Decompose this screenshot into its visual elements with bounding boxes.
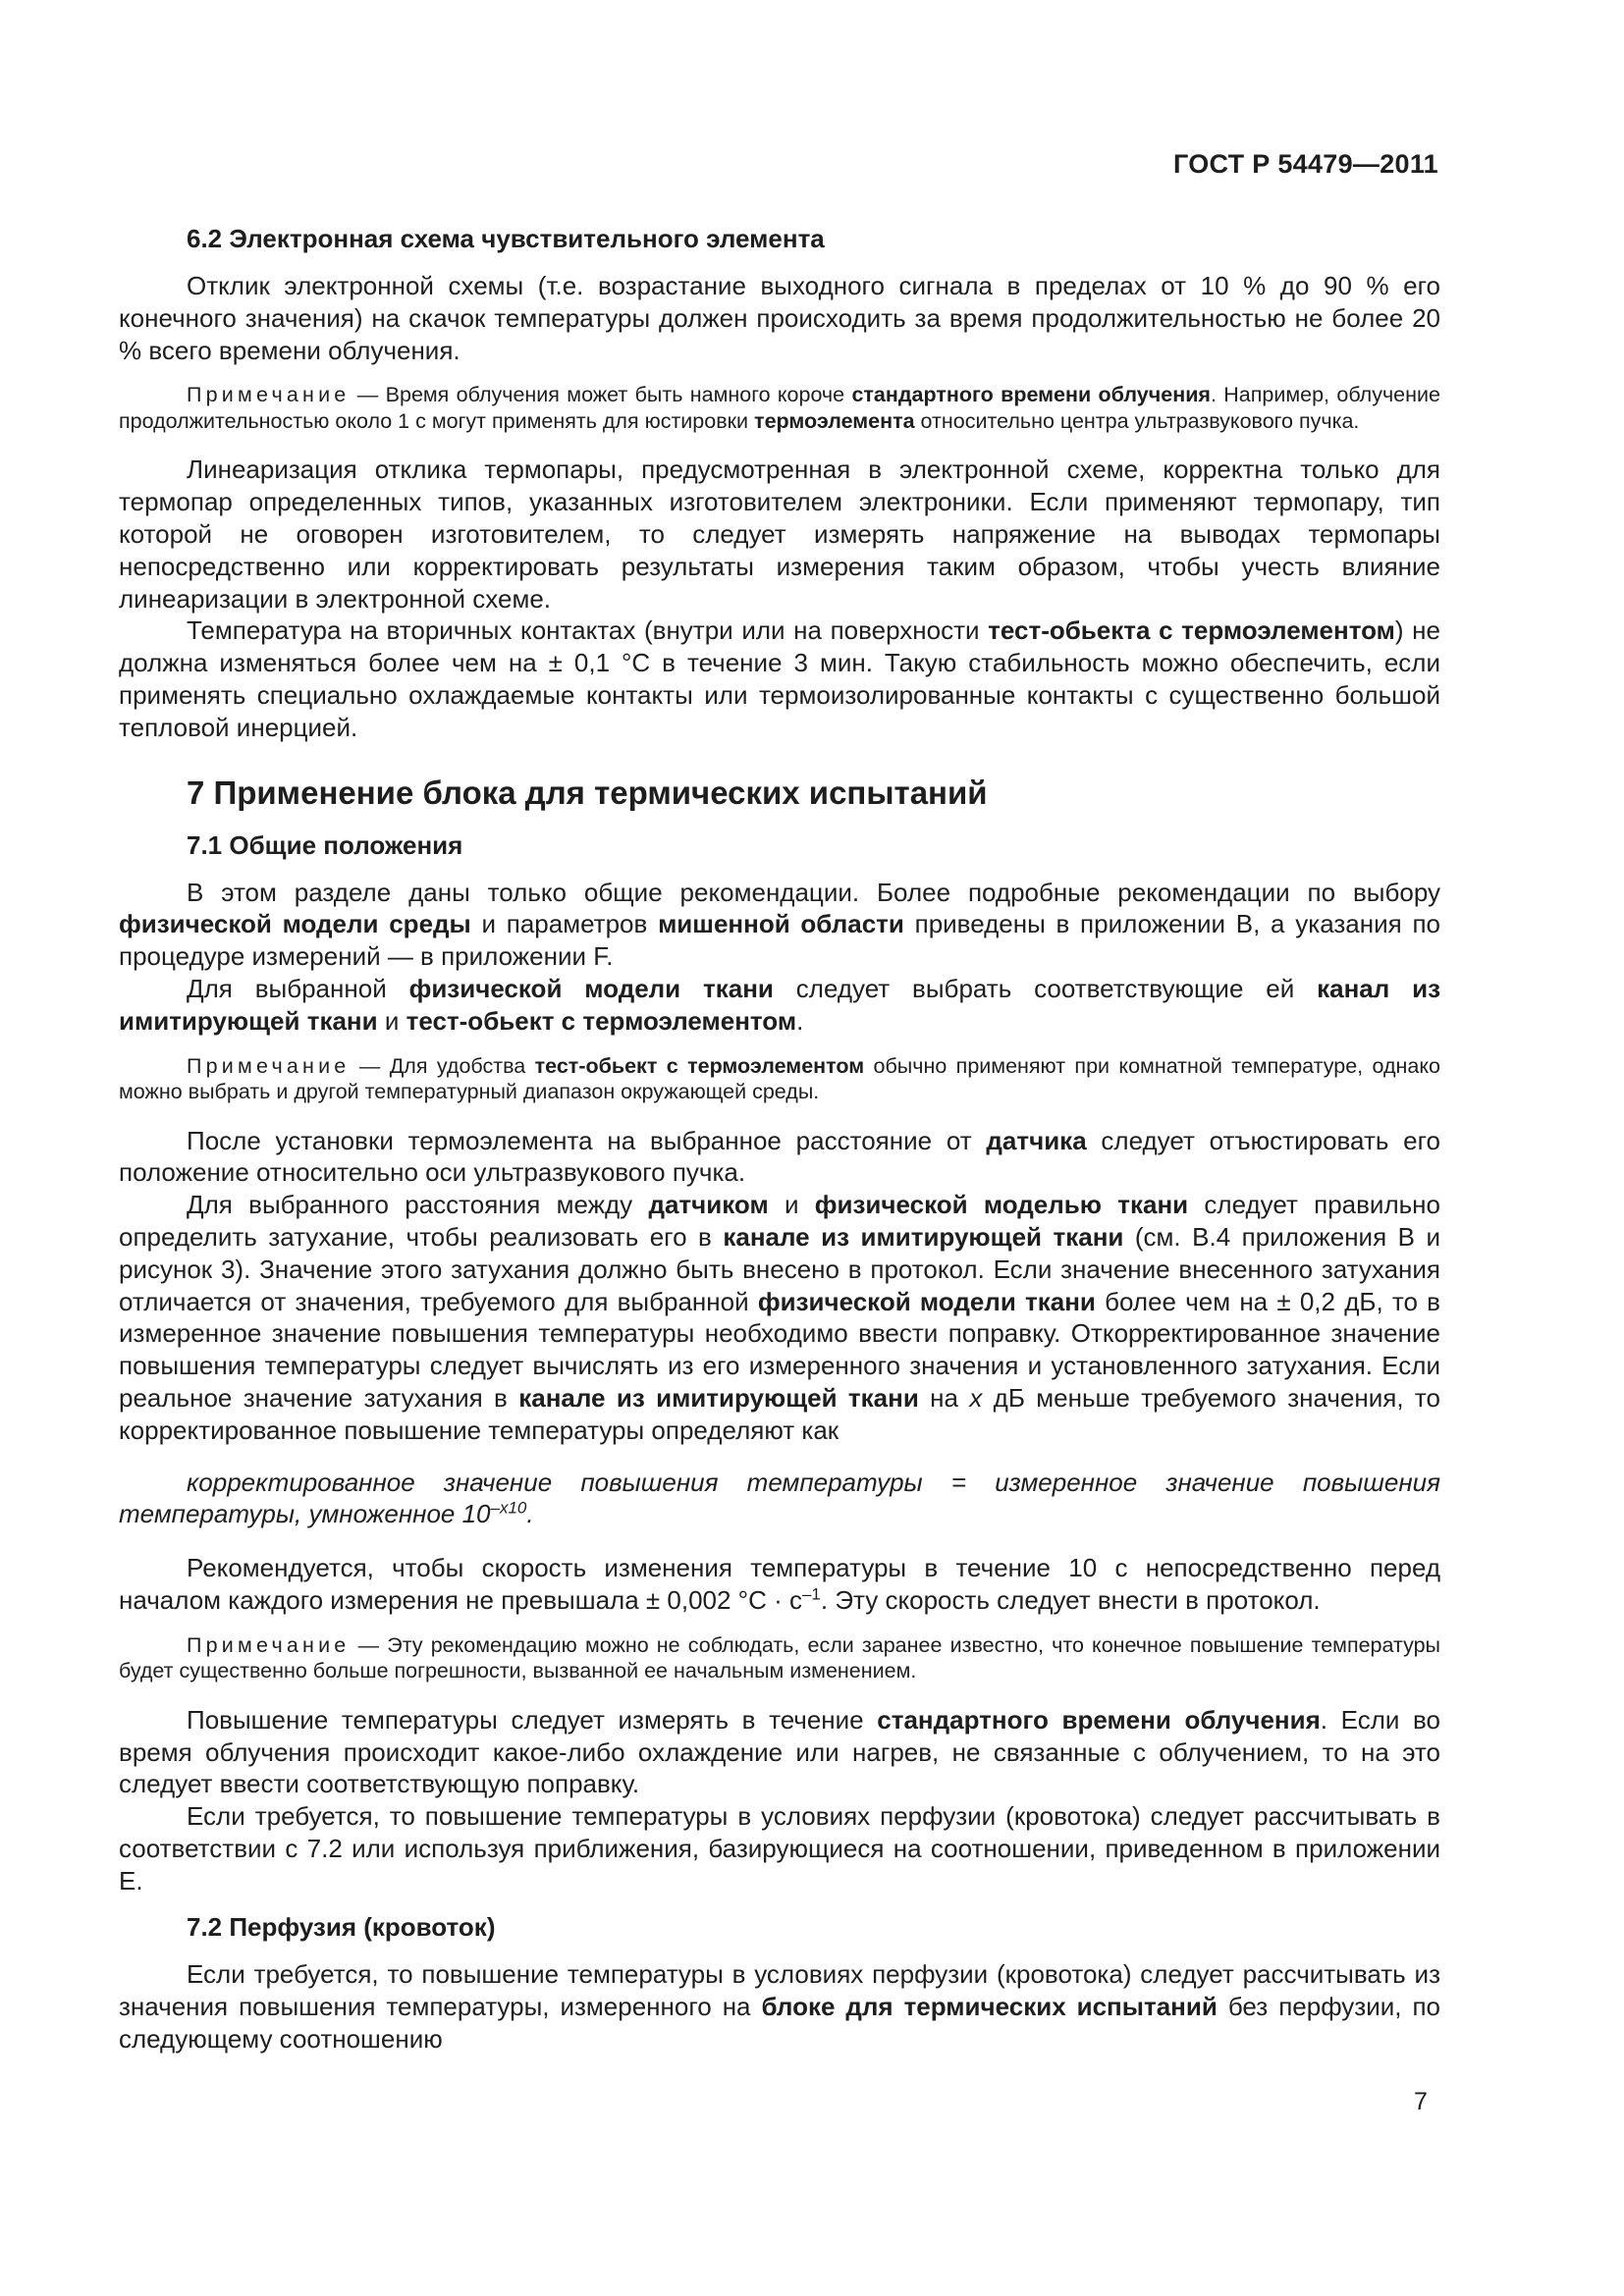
term: блоке для термических испытаний	[761, 1992, 1218, 2022]
note: Примечание — Для удобства тест-обьект с термоэлементом обычно применяют при комнатной температуре, однако можно выбрать и другой температурный диапазон окружающей среды.	[119, 1053, 1440, 1104]
section-title-7: 7 Применение блока для термических испытаний	[187, 774, 988, 811]
term: физической моделью ткани	[814, 1190, 1189, 1220]
term: датчиком	[648, 1190, 769, 1220]
paragraph: Для выбранной физической модели ткани следует выбрать соответствующие ей канал из имитирующей ткани и тест-обьект с термоэлементом.	[119, 973, 1441, 1036]
page-number: 7	[1414, 2088, 1428, 2115]
term: тест-обьект с термоэлементом	[406, 1005, 797, 1036]
unit-exponent: –1	[801, 1584, 821, 1604]
subsection-title-6-2: 6.2 Электронная схема чувствительного элемента	[187, 224, 825, 253]
variable-x: x	[969, 1382, 983, 1413]
term: тест-обьект с термоэлементом	[534, 1053, 865, 1078]
note: Примечание — Эту рекомендацию можно не соблюдать, если заранее известно, что конечное повышение температуры будет существенно больше погрешности, вызванной ее начальным изменением.	[119, 1632, 1440, 1683]
term: канале из имитирующей ткани	[723, 1221, 1124, 1252]
paragraph: Если требуется, то повышение температуры в условиях перфузии (кровотока) следует рассчитывать из значения повышения температуры, измеренного на блоке для термических испытаний без перфузии, по следующему соотношению	[119, 1959, 1440, 2055]
paragraph: Отклик электронной схемы (т.е. возрастание выходного сигнала в пределах от 10 % до 90 % его конечного значения) на скачок температуры должен происходить за время продолжительностью не более 20 % всего времени облучения.	[119, 271, 1440, 365]
term: физической модели ткани	[757, 1286, 1096, 1316]
document-header-id: ГОСТ Р 54479—2011	[1172, 149, 1438, 179]
formula-exponent: –x10	[490, 1498, 527, 1518]
formula: корректированное значение повышения температуры = измеренное значение повышения температуры, умноженное $10^{-x10}$.	[119, 1467, 1440, 1529]
term: датчика	[986, 1125, 1087, 1155]
term: канале из имитирующей ткани	[518, 1382, 919, 1413]
term: стандартного времени облучения	[851, 383, 1211, 407]
subsection-title-7-2: 7.2 Перфузия (кровоток)	[187, 1912, 496, 1943]
term: тест-обьекта с термоэлементом	[988, 615, 1395, 646]
paragraph: После установки термоэлемента на выбранное расстояние от датчика следует отъюстировать его положение относительно оси ультразвукового пучка.	[119, 1125, 1440, 1188]
paragraph: Температура на вторичных контактах (внутри или на поверхности тест-обьекта с термоэлементом) не должна изменяться более чем на ± 0,1 °С в течение 3 мин. Такую стабильность можно обеспечить, если применять специально охлаждаемые контакты или термоизолированные контакты с существенно большой тепловой инерцией.	[119, 615, 1440, 742]
term: стандартного времени облучения	[877, 1704, 1321, 1735]
paragraph: Для выбранного расстояния между датчиком и физической моделью ткани следует правильно определить затухание, чтобы реализовать его в канале из имитирующей ткани (см. В.4 приложения В и рисунок 3). Значение этого затухания должно быть внесено в протокол. Если значение внесенного затухания отличается от значения, требуемого для выбранной физической модели ткани более чем на ± 0,2 дБ, то в измеренное значение повышения температуры необходимо ввести поправку. Откорректированное значение повышения температуры следует вычислять из его измеренного значения и установленного затухания. Если реальное значение затухания в канале из имитирующей ткани на x дБ меньше требуемого значения, то корректированное повышение температуры определяют как	[119, 1190, 1441, 1445]
paragraph: В этом разделе даны только общие рекомендации. Более подробные рекомендации по выбору физической модели среды и параметров мишенной области приведены в приложении В, а указания по процедуре измерений — в приложении F.	[119, 877, 1440, 972]
document-body	[119, 222, 1440, 2056]
paragraph: Линеаризация отклика термопары, предусмотренная в электронной схеме, корректна только для термопар определенных типов, указанных изготовителем электроники. Если применяют термопару, тип которой не оговорен изготовителем, то следует измерять напряжение на выводах термопары непосредственно или корректировать результаты измерения таким образом, чтобы учесть влияние линеаризации в электронной схеме.	[119, 454, 1440, 614]
paragraph: Рекомендуется, чтобы скорость изменения температуры в течение 10 с непосредственно перед началом каждого измерения не превышала ± 0,002 $^\circ С \cdot с^{-1}$. Эту скорость следует внести в протокол.	[119, 1553, 1440, 1615]
note-label: Примечание	[187, 1632, 351, 1657]
term: канал из имитирующей ткани	[119, 973, 1441, 1036]
note-label: Примечание	[187, 1053, 351, 1078]
paragraph: Если требуется, то повышение температуры в условиях перфузии (кровотока) следует рассчитывать в соответствии с 7.2 или используя приближения, базирующиеся на соотношении, приведенном в приложении Е.	[119, 1801, 1440, 1896]
note-label: Примечание	[187, 383, 351, 407]
subsection-title-7-1: 7.1 Общие положения	[187, 829, 463, 860]
note: Примечание — Время облучения может быть намного короче стандартного времени облучения. Например, облучение продолжительностью около 1 с могут применять для юстировки термоэлемента относительно центра ультразвукового пучка.	[119, 383, 1440, 433]
term: мишенной области	[658, 909, 904, 939]
term: физической модели среды	[119, 909, 471, 939]
paragraph: Повышение температуры следует измерять в течение стандартного времени облучения. Если во время облучения происходит какое-либо охлаждение или нагрев, не связанные с облучением, то на это следует ввести соответствующую поправку.	[119, 1704, 1441, 1799]
term: физической модели ткани	[408, 973, 774, 1003]
term: термоэлемента	[754, 408, 915, 433]
